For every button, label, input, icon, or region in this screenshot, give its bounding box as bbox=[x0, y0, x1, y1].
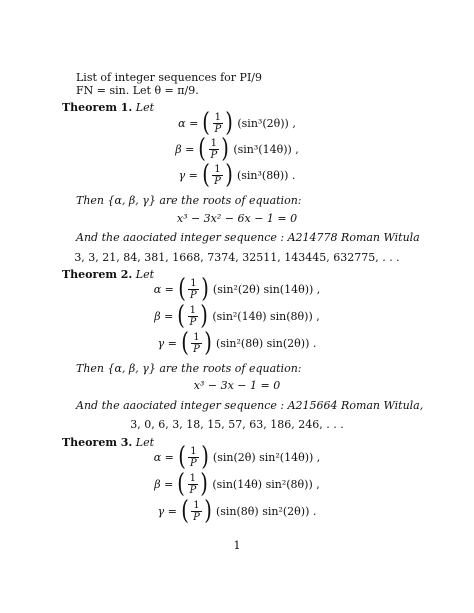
fraction: $\frac{1}{P}$ bbox=[193, 331, 200, 355]
theorem-2-sequence-label: And the aaociated integer sequence : A215664 Roman Witula, bbox=[76, 399, 424, 412]
eq-rhs: (sin²(8θ) sin(2θ)) . bbox=[215, 336, 317, 350]
theorem-3-lead: Let bbox=[135, 436, 155, 449]
eq-rhs: (sin³(14θ)) , bbox=[233, 142, 299, 156]
fraction: $\frac{1}{P}$ bbox=[189, 304, 197, 328]
theorem-1-eq-gamma: γ = ( $\frac{1}{P}$ ) (sin³(8θ)) . bbox=[178, 160, 296, 190]
eq-rhs: (sin(2θ) sin²(14θ)) , bbox=[212, 450, 321, 464]
eq-lhs: α = bbox=[178, 116, 199, 130]
eq-lhs: α = bbox=[153, 282, 174, 296]
theorem-1-sequence-label: And the aaociated integer sequence : A214778 Roman Witula bbox=[76, 231, 420, 244]
eq-rhs: (sin³(8θ)) . bbox=[236, 168, 296, 182]
eq-rhs: (sin³(2θ)) , bbox=[237, 116, 296, 130]
fraction: $\frac{1}{P}$ bbox=[189, 472, 197, 496]
fraction: $\frac{1}{P}$ bbox=[190, 445, 197, 469]
eq-lhs: β = bbox=[175, 142, 195, 156]
theorem-1-eq-alpha: α = ( $\frac{1}{P}$ ) (sin³(2θ)) , bbox=[178, 108, 296, 138]
theorem-2-eq-gamma: γ = ( $\frac{1}{P}$ ) (sin²(8θ) sin(2θ)) . bbox=[157, 328, 317, 358]
eq-lhs: β = bbox=[154, 309, 174, 323]
eq-lhs: γ = bbox=[178, 168, 198, 182]
theorem-3-eq-alpha: α = ( $\frac{1}{P}$ ) (sin(2θ) sin²(14θ)) , bbox=[153, 442, 321, 472]
fraction: $\frac{1}{P}$ bbox=[210, 137, 218, 161]
theorem-1-then: Then {α, β, γ} are the roots of equation: bbox=[76, 194, 302, 207]
page-number: 1 bbox=[233, 539, 241, 552]
theorem-2-sequence: 3, 0, 6, 3, 18, 15, 57, 63, 186, 246, . . . bbox=[130, 418, 344, 431]
eq-rhs: (sin²(2θ) sin(14θ)) , bbox=[212, 282, 321, 296]
eq-lhs: α = bbox=[153, 450, 174, 464]
theorem-1-sequence: 3, 3, 21, 84, 381, 1668, 7374, 32511, 143445, 632775, . . . bbox=[74, 251, 400, 264]
theorem-2-eq-alpha: α = ( $\frac{1}{P}$ ) (sin²(2θ) sin(14θ)) , bbox=[153, 274, 321, 304]
theorem-2-polynomial: x³ − 3x − 1 = 0 bbox=[193, 379, 281, 392]
fraction: $\frac{1}{P}$ bbox=[190, 277, 197, 301]
theorem-3-title: Theorem 3. bbox=[62, 436, 133, 449]
eq-rhs: (sin(14θ) sin²(8θ)) , bbox=[212, 477, 320, 491]
intro-line-1: List of integer sequences for PI/9 bbox=[76, 71, 263, 84]
theorem-2-title: Theorem 2. bbox=[62, 268, 133, 281]
eq-lhs: β = bbox=[154, 477, 174, 491]
eq-lhs: γ = bbox=[157, 336, 177, 350]
eq-rhs: (sin(8θ) sin²(2θ)) . bbox=[215, 504, 317, 518]
theorem-2-then: Then {α, β, γ} are the roots of equation: bbox=[76, 362, 302, 375]
theorem-3-eq-beta: β = ( $\frac{1}{P}$ ) (sin(14θ) sin²(8θ)) , bbox=[154, 469, 320, 499]
theorem-2-lead: Let bbox=[135, 268, 155, 281]
fraction: $\frac{1}{P}$ bbox=[214, 163, 221, 187]
theorem-1-eq-beta: β = ( $\frac{1}{P}$ ) (sin³(14θ)) , bbox=[175, 134, 299, 164]
theorem-3-eq-gamma: γ = ( $\frac{1}{P}$ ) (sin(8θ) sin²(2θ)) . bbox=[157, 496, 317, 526]
theorem-1-lead: Let bbox=[135, 101, 155, 114]
theorem-1-polynomial: x³ − 3x² − 6x − 1 = 0 bbox=[176, 212, 298, 225]
theorem-1-title: Theorem 1. bbox=[62, 101, 133, 114]
fraction: $\frac{1}{P}$ bbox=[193, 499, 200, 523]
theorem-2-eq-beta: β = ( $\frac{1}{P}$ ) (sin²(14θ) sin(8θ)) , bbox=[154, 301, 320, 331]
eq-lhs: γ = bbox=[157, 504, 177, 518]
eq-rhs: (sin²(14θ) sin(8θ)) , bbox=[212, 309, 320, 323]
fraction: $\frac{1}{P}$ bbox=[214, 111, 222, 135]
intro-line-2: FN = sin. Let θ = π/9. bbox=[76, 84, 199, 97]
